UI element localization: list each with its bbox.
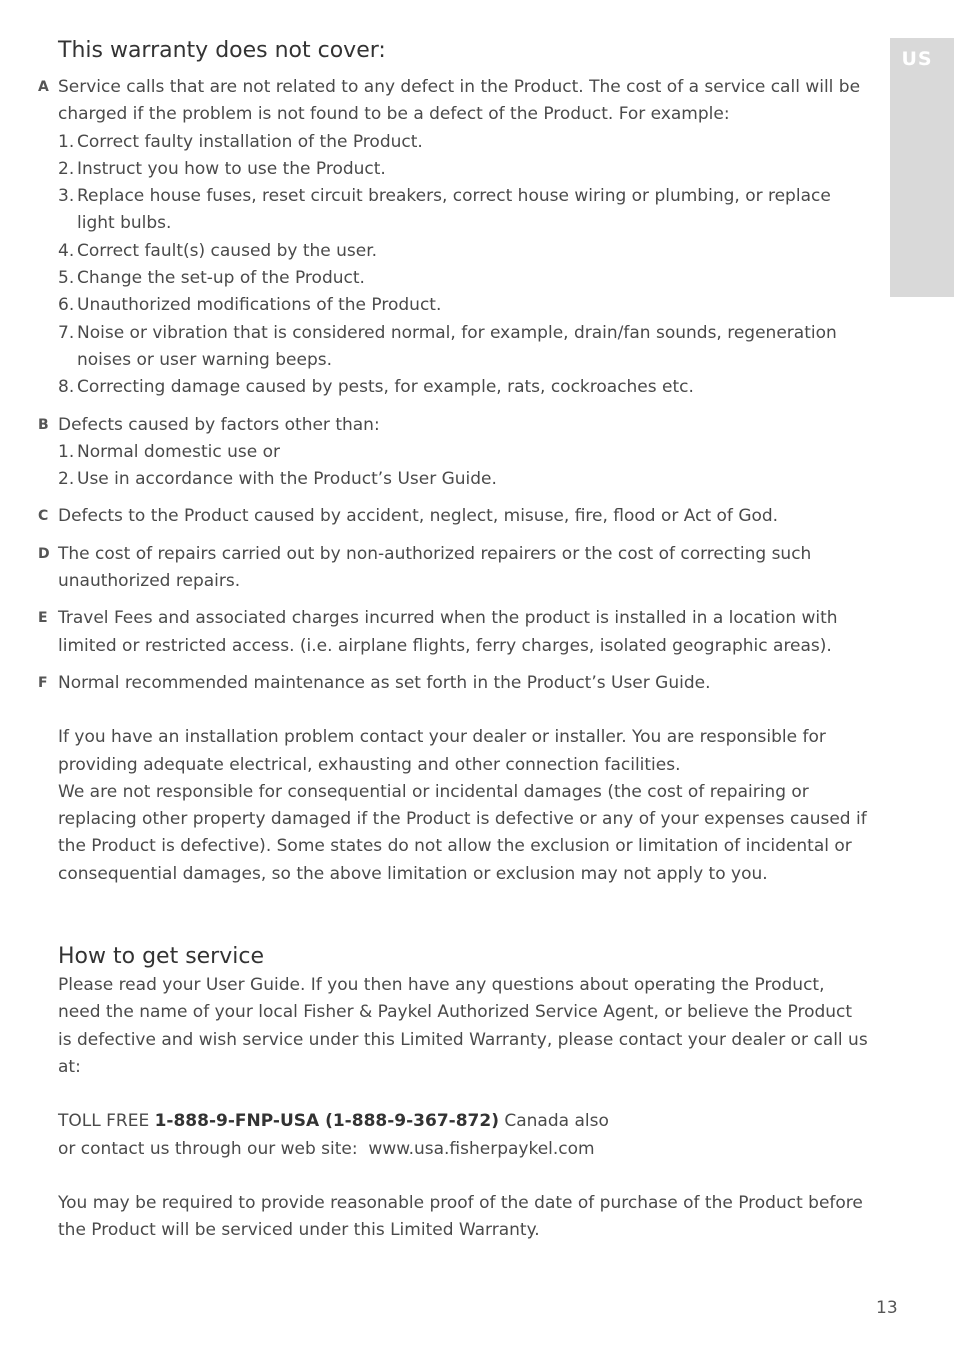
exclusion-item-d: [38, 541, 868, 596]
exclusion-item-b: [38, 412, 868, 494]
list-item: [58, 320, 868, 375]
exclusion-letter: F: [38, 674, 48, 691]
list-text: Replace house fuses, reset circuit breakers, correct house wiring or plumbing, or replace light bulbs.: [77, 186, 831, 234]
list-item: [58, 238, 868, 265]
contact-web-line: [58, 1136, 868, 1163]
list-text: Correct fault(s) caused by the user.: [77, 240, 378, 261]
exclusion-item-e: [38, 605, 868, 660]
list-number: 4.: [58, 240, 75, 261]
exclusion-sublist: [58, 439, 868, 494]
exclusion-letter: E: [38, 610, 48, 627]
warranty-exclusions-section: [38, 36, 868, 888]
exclusion-sublist: [58, 129, 868, 402]
language-tab: [890, 38, 954, 297]
exclusion-letter: D: [38, 545, 50, 562]
list-number: 3.: [58, 186, 75, 207]
exclusion-text: Defects to the Product caused by accident, neglect, misuse, fire, flood or Act of God.: [58, 506, 779, 527]
spacer: [58, 1163, 868, 1190]
list-text: Noise or vibration that is considered normal, for example, drain/fan sounds, regeneration noises or user warning beeps.: [77, 322, 837, 370]
canada-note: Canada also: [504, 1111, 609, 1132]
exclusion-text: Normal recommended maintenance as set forth in the Product’s User Guide.: [58, 672, 711, 693]
list-text: Unauthorized modifications of the Product.: [77, 295, 442, 316]
list-number: 1.: [58, 441, 75, 462]
list-text: Change the set-up of the Product.: [77, 268, 365, 289]
list-text: Instruct you how to use the Product.: [77, 158, 386, 179]
list-item: [58, 129, 868, 156]
list-number: 5.: [58, 268, 75, 289]
exclusion-item-a: [38, 74, 868, 402]
exclusion-letter: B: [38, 416, 49, 433]
list-text: Correcting damage caused by pests, for example, rats, cockroaches etc.: [77, 377, 694, 398]
list-item: [58, 292, 868, 319]
page-number: 13: [876, 1298, 898, 1318]
spacer: [58, 697, 868, 724]
list-item: [58, 374, 868, 401]
service-intro: Please read your User Guide. If you then have any questions about operating the Product, need the name of your local Fisher & Paykel Authorized Service Agent, or believe the Product is defective and wish service under this Limited Warranty, please contact your dealer or call us at:: [58, 975, 868, 1077]
responsibility-paragraph: We are not responsible for consequential or incidental damages (the cost of repairing or replacing other property damaged if the Product is defective or any of your expenses caused if the Product is defective). Some states do not allow the exclusion or limitation of incidental or consequential damages, so the above limitation or exclusion may not apply to you.: [58, 781, 867, 884]
list-text: Normal domestic use or: [77, 441, 281, 462]
exclusion-text: Service calls that are not related to any defect in the Product. The cost of a service call will be charged if the problem is not found to be a defect of the Product. For example:: [58, 77, 861, 125]
web-link[interactable]: www.usa.fisherpaykel.com: [368, 1138, 595, 1159]
installation-paragraph: If you have an installation problem contact your dealer or installer. You are responsible for providing adequate electrical, exhausting and other connection facilities.: [58, 727, 826, 775]
list-number: 1.: [58, 131, 75, 152]
list-item: [58, 156, 868, 183]
list-item: [58, 183, 868, 238]
exclusion-text: The cost of repairs carried out by non-authorized repairers or the cost of correcting such unauthorized repairs.: [58, 543, 812, 592]
contact-phone-line: [58, 1108, 868, 1135]
list-number: 8.: [58, 377, 75, 398]
warranty-heading: This warranty does not cover:: [58, 38, 386, 63]
list-number: 7.: [58, 322, 75, 343]
phone-number: 1-888-9-FNP-USA (1-888-9-367-872): [154, 1111, 499, 1132]
exclusion-letter: A: [38, 79, 49, 95]
list-text: Use in accordance with the Product’s User Guide.: [77, 469, 497, 490]
service-section: [58, 942, 868, 1244]
list-item: [58, 265, 868, 292]
list-text: Correct faulty installation of the Product.: [77, 131, 423, 152]
exclusion-item-f: [38, 670, 868, 697]
language-tab-label: US: [901, 48, 933, 70]
list-number: 2.: [58, 469, 75, 490]
list-item: [58, 466, 868, 493]
toll-free-label: TOLL FREE: [58, 1111, 150, 1132]
exclusion-item-c: [38, 503, 868, 530]
spacer: [58, 1081, 868, 1108]
exclusion-text: Defects caused by factors other than:: [58, 414, 380, 435]
list-number: 6.: [58, 295, 75, 316]
list-item: [58, 439, 868, 466]
web-prefix: or contact us through our web site:: [58, 1138, 369, 1159]
list-number: 2.: [58, 158, 75, 179]
exclusion-letter: C: [38, 508, 49, 525]
page-content: [38, 36, 868, 1244]
exclusion-text: Travel Fees and associated charges incurred when the product is installed in a location with limited or restricted access. (i.e. airplane flights, ferry charges, isolated geographic areas).: [58, 608, 838, 656]
proof-note: You may be required to provide reasonable proof of the date of purchase of the Product before the Product will be serviced under this Limited Warranty.: [58, 1192, 863, 1241]
service-heading: How to get service: [58, 944, 264, 970]
